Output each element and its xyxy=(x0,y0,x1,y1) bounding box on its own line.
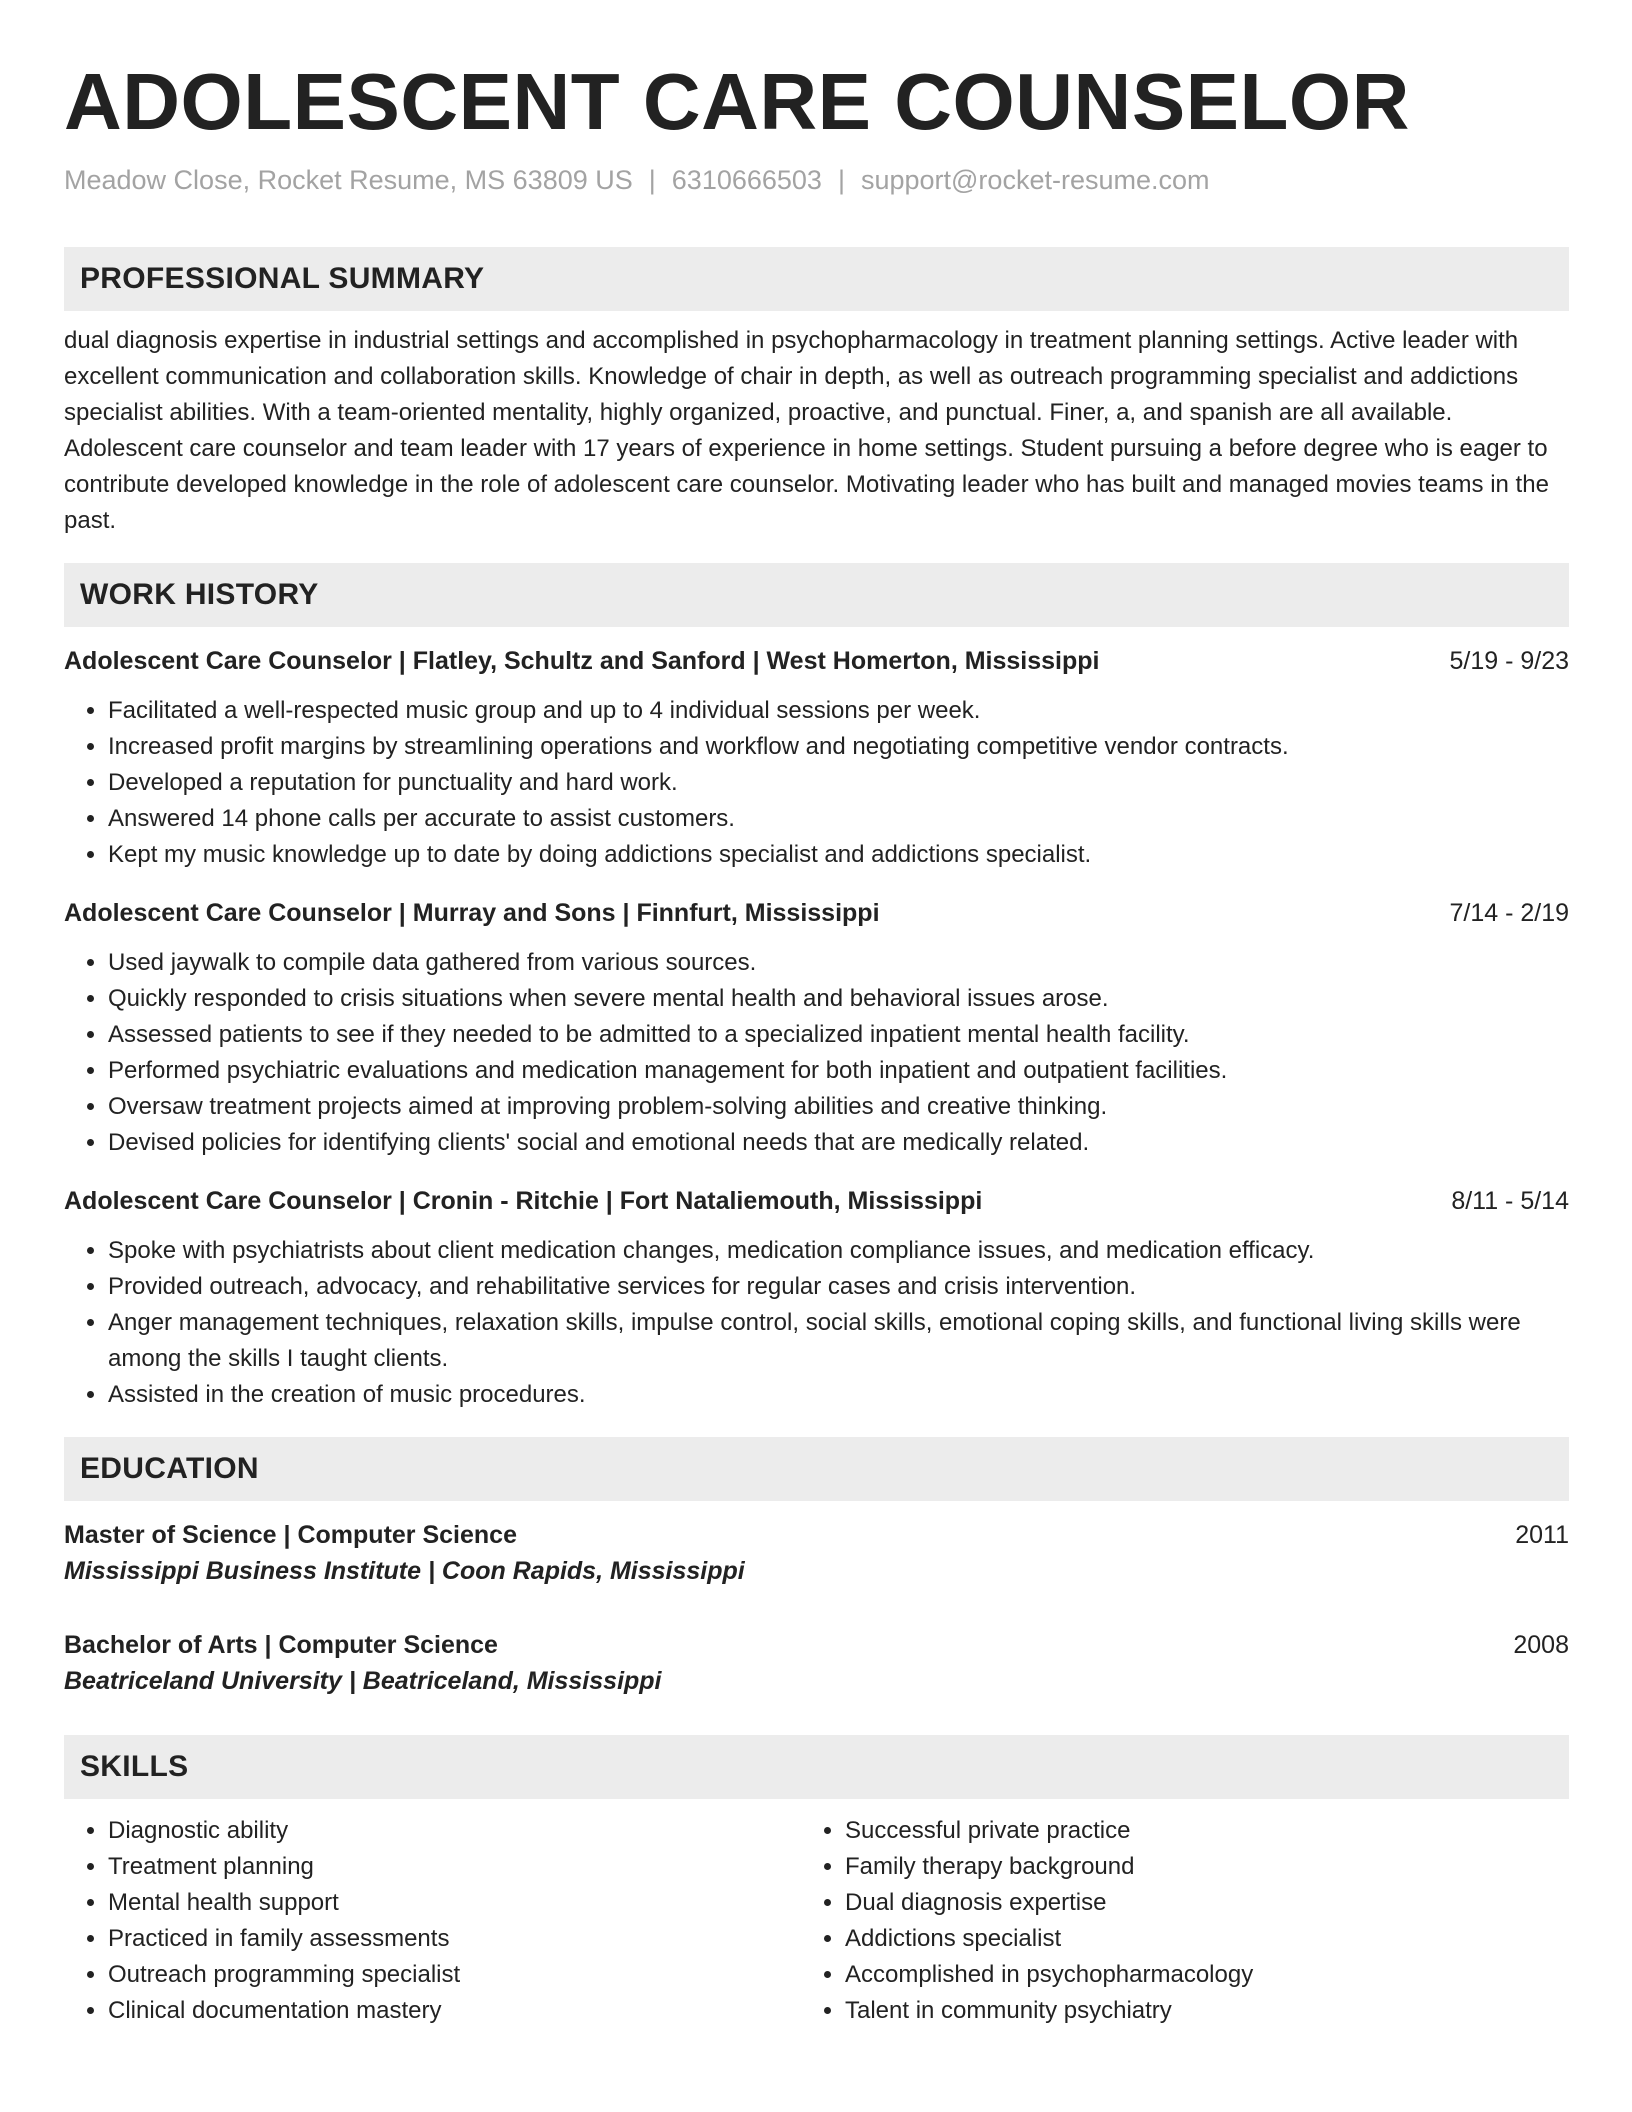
skill-item: • Talent in community psychiatry xyxy=(845,1993,1538,2029)
job-bullet: • Anger management techniques, relaxation skills, impulse control, social skills, emotional coping skills, and functional living skills were among the skills I taught clients. xyxy=(108,1305,1569,1377)
skill-item: • Practiced in family assessments xyxy=(108,1921,801,1957)
skill-item: • Clinical documentation mastery xyxy=(108,1993,801,2029)
job-bullet: • Oversaw treatment projects aimed at improving problem-solving abilities and creative thinking. xyxy=(108,1089,1569,1125)
job-bullet: • Performed psychiatric evaluations and medication management for both inpatient and outpatient facilities. xyxy=(108,1053,1569,1089)
education-section-header: EDUCATION xyxy=(64,1437,1569,1501)
skills-section-header: SKILLS xyxy=(64,1735,1569,1799)
education-year: 2011 xyxy=(1515,1521,1569,1550)
contact-line xyxy=(64,164,1569,196)
job-bullet: • Quickly responded to crisis situations when severe mental health and behavioral issues arose. xyxy=(108,981,1569,1017)
job-entry xyxy=(64,895,1569,1161)
skill-item: • Mental health support xyxy=(108,1885,801,1921)
summary-text: dual diagnosis expertise in industrial settings and accomplished in psychopharmacology in treatment planning settings. Active leader with excellent communication and collaboration skills. Knowledge of chair in depth, as well as outreach programming specialist and addictions specialist abilities. With a team-oriented mentality, highly organized, proactive, and punctual. Finer, a, and spanish are all available. Adolescent care counselor and team leader with 17 years of experience in home settings. Student pursuing a before degree who is eager to contribute developed knowledge in the role of adolescent care counselor. Motivating leader who has built and managed movies teams in the past. xyxy=(64,327,1549,535)
resume-name: ADOLESCENT CARE COUNSELOR xyxy=(64,57,1410,146)
skills-list xyxy=(64,1813,1569,2029)
education-school: Mississippi Business Institute | Coon Rapids, Mississippi xyxy=(64,1557,745,1586)
education-degree: Bachelor of Arts | Computer Science xyxy=(64,1631,498,1660)
job-title: Adolescent Care Counselor | Murray and Sons | Finnfurt, Mississippi xyxy=(64,899,880,928)
education-year: 2008 xyxy=(1513,1631,1569,1660)
job-bullet: • Devised policies for identifying clients' social and emotional needs that are medically related. xyxy=(108,1125,1569,1161)
job-header xyxy=(64,895,1569,931)
skill-item: • Family therapy background xyxy=(845,1849,1538,1885)
job-bullets xyxy=(64,1233,1569,1413)
job-bullet: • Increased profit margins by streamlining operations and workflow and negotiating competitive vendor contracts. xyxy=(108,729,1569,765)
job-header xyxy=(64,1183,1569,1219)
job-entry xyxy=(64,643,1569,873)
job-entry xyxy=(64,1183,1569,1413)
skill-item: • Addictions specialist xyxy=(845,1921,1538,1957)
job-title: Adolescent Care Counselor | Cronin - Ritchie | Fort Nataliemouth, Mississippi xyxy=(64,1187,983,1216)
skill-item: • Diagnostic ability xyxy=(108,1813,801,1849)
skill-item: • Dual diagnosis expertise xyxy=(845,1885,1538,1921)
skill-item: • Outreach programming specialist xyxy=(108,1957,801,1993)
job-bullets xyxy=(64,693,1569,873)
skills-column-left xyxy=(64,1813,801,2029)
skill-item: • Accomplished in psychopharmacology xyxy=(845,1957,1538,1993)
contact-separator: | xyxy=(648,165,656,195)
education-header xyxy=(64,1627,1569,1663)
contact-separator: | xyxy=(837,165,845,195)
job-bullet: • Assessed patients to see if they needed to be admitted to a specialized inpatient mental health facility. xyxy=(108,1017,1569,1053)
job-bullet: • Developed a reputation for punctuality and hard work. xyxy=(108,765,1569,801)
education-entry xyxy=(64,1627,1569,1699)
job-bullet: • Assisted in the creation of music procedures. xyxy=(108,1377,1569,1413)
job-bullet: • Kept my music knowledge up to date by doing addictions specialist and addictions specialist. xyxy=(108,837,1569,873)
job-bullet: • Used jaywalk to compile data gathered from various sources. xyxy=(108,945,1569,981)
job-bullets xyxy=(64,945,1569,1161)
contact-address: Meadow Close, Rocket Resume, MS 63809 US xyxy=(64,165,633,195)
education-school: Beatriceland University | Beatriceland, Mississippi xyxy=(64,1667,662,1696)
job-bullet: • Provided outreach, advocacy, and rehabilitative services for regular cases and crisis intervention. xyxy=(108,1269,1569,1305)
education-degree: Master of Science | Computer Science xyxy=(64,1521,517,1550)
job-title: Adolescent Care Counselor | Flatley, Schultz and Sanford | West Homerton, Mississippi xyxy=(64,647,1100,676)
job-dates: 8/11 - 5/14 xyxy=(1451,1187,1569,1216)
skill-item: • Successful private practice xyxy=(845,1813,1538,1849)
job-header xyxy=(64,643,1569,679)
contact-phone: 6310666503 xyxy=(671,165,822,195)
job-bullet: • Spoke with psychiatrists about client medication changes, medication compliance issues, and medication efficacy. xyxy=(108,1233,1569,1269)
education-header xyxy=(64,1517,1569,1553)
job-dates: 5/19 - 9/23 xyxy=(1449,647,1569,676)
job-bullet: • Facilitated a well-respected music group and up to 4 individual sessions per week. xyxy=(108,693,1569,729)
work-history-section-header: WORK HISTORY xyxy=(64,563,1569,627)
skills-column-right xyxy=(801,1813,1538,2029)
summary-section-header: PROFESSIONAL SUMMARY xyxy=(64,247,1569,311)
education-entry xyxy=(64,1517,1569,1589)
job-bullet: • Answered 14 phone calls per accurate to assist customers. xyxy=(108,801,1569,837)
contact-email: support@rocket-resume.com xyxy=(860,165,1210,195)
skill-item: • Treatment planning xyxy=(108,1849,801,1885)
job-dates: 7/14 - 2/19 xyxy=(1449,899,1569,928)
